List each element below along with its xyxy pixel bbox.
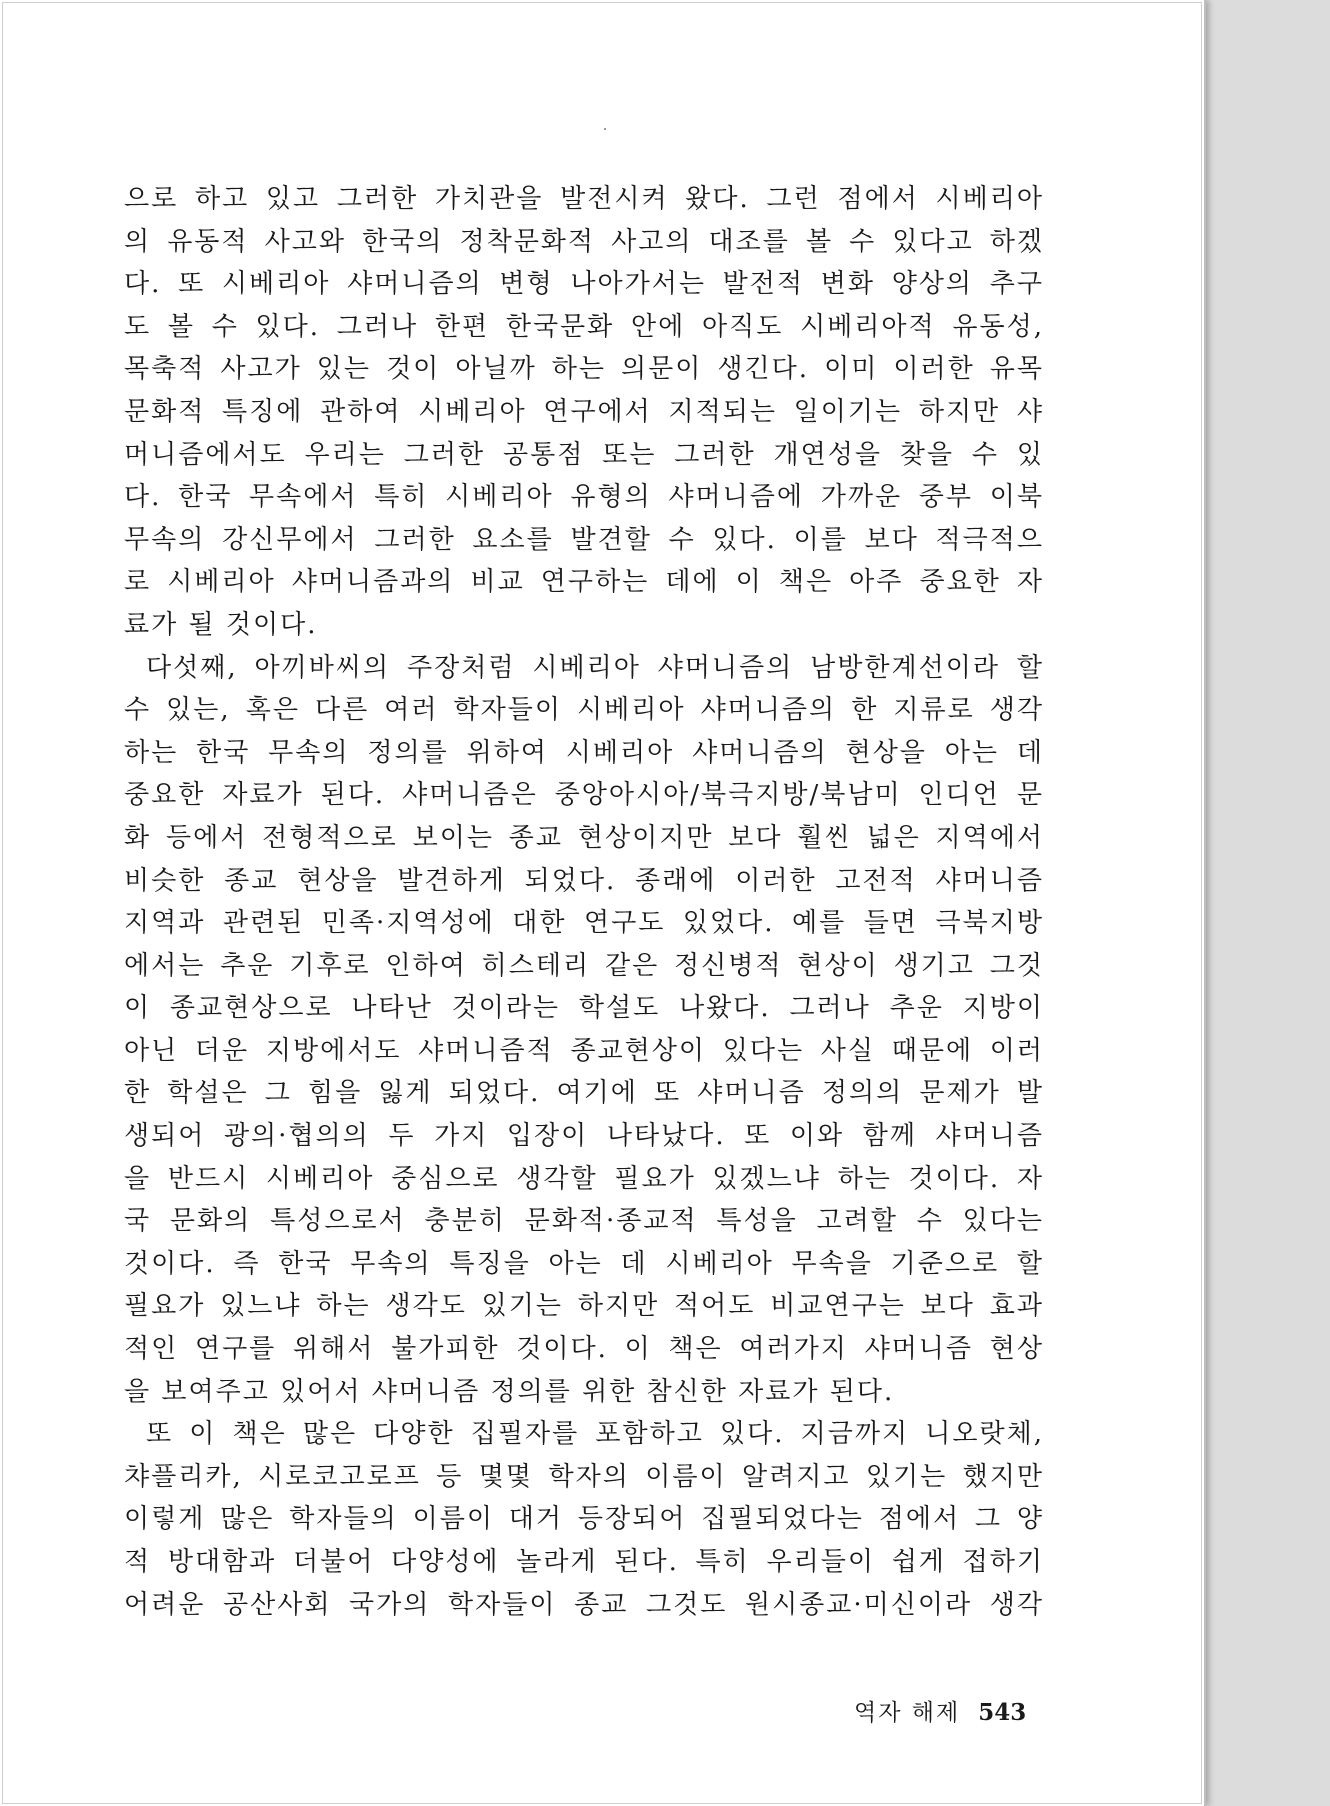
text-line: 챠플리카, 시로코고로프 등 몇몇 학자의 이름이 알려지고 있기는 했지만 — [124, 1461, 1044, 1492]
text-line: 을 반드시 시베리아 중심으로 생각할 필요가 있겠느냐 하는 것이다. 자 — [124, 1163, 1044, 1194]
text-line: 의 유동적 사고와 한국의 정착문화적 사고의 대조를 볼 수 있다고 하겠 — [124, 226, 1044, 257]
text-line: 문화적 특징에 관하여 시베리아 연구에서 지적되는 일이기는 하지만 샤 — [124, 396, 1044, 427]
text-line: 다. 또 시베리아 샤머니즘의 변형 나아가서는 발전적 변화 양상의 추구 — [124, 269, 1044, 300]
text-line: 하는 한국 무속의 정의를 위하여 시베리아 샤머니즘의 현상을 아는 데 — [124, 737, 1044, 768]
text-line: 국 문화의 특성으로서 충분히 문화적·종교적 특성을 고려할 수 있다는 — [124, 1206, 1044, 1237]
text-line: 다. 한국 무속에서 특히 시베리아 유형의 샤머니즘에 가까운 중부 이북 — [124, 482, 1044, 513]
text-line: 적 방대함과 더불어 다양성에 놀라게 된다. 특히 우리들이 쉽게 접하기 — [124, 1547, 1044, 1577]
text-line: 화 등에서 전형적으로 보이는 종교 현상이지만 보다 훨씬 넓은 지역에서 — [124, 822, 1044, 853]
text-line: 것이다. 즉 한국 무속의 특징을 아는 데 시베리아 무속을 기준으로 할 — [124, 1248, 1044, 1279]
page-number: 543 — [978, 1699, 1027, 1726]
body-text — [124, 178, 1044, 1626]
text-line: 에서는 추운 기후로 인하여 히스테리 같은 정신병적 현상이 생기고 그것 — [124, 950, 1044, 981]
text-line: 머니즘에서도 우리는 그러한 공통점 또는 그러한 개연성을 찾을 수 있 — [124, 439, 1044, 470]
text-line: 생되어 광의·협의의 두 가지 입장이 나타났다. 또 이와 함께 샤머니즘 — [124, 1121, 1044, 1152]
text-line: 어려운 공산사회 국가의 학자들이 종교 그것도 원시종교·미신이라 생각 — [124, 1589, 1044, 1620]
text-line: 이 종교현상으로 나타난 것이라는 학설도 나왔다. 그러나 추운 지방이 — [124, 993, 1044, 1024]
text-line: 중요한 자료가 된다. 샤머니즘은 중앙아시아/북극지방/북남미 인디언 문 — [124, 780, 1044, 811]
running-head: 역자 해제 — [854, 1700, 961, 1726]
text-line: 무속의 강신무에서 그러한 요소를 발견할 수 있다. 이를 보다 적극적으 — [124, 524, 1044, 555]
text-line: 비슷한 종교 현상을 발견하게 되었다. 종래에 이러한 고전적 샤머니즘 — [124, 865, 1044, 896]
text-line: 수 있는, 혹은 다른 여러 학자들이 시베리아 샤머니즘의 한 지류로 생각 — [124, 695, 1044, 726]
page-footer — [854, 1694, 1026, 1727]
text-line: 다섯째, 아끼바씨의 주장처럼 시베리아 샤머니즘의 남방한계선이라 할 — [146, 652, 1044, 683]
text-line: 아닌 더운 지방에서도 샤머니즘적 종교현상이 있다는 사실 때문에 이러 — [124, 1035, 1044, 1066]
text-line: 한 학설은 그 힘을 잃게 되었다. 여기에 또 샤머니즘 정의의 문제가 발 — [124, 1078, 1044, 1109]
text-line: 으로 하고 있고 그러한 가치관을 발전시켜 왔다. 그런 점에서 시베리아 — [124, 184, 1044, 214]
text-line: 지역과 관련된 민족·지역성에 대한 연구도 있었다. 예를 들면 극북지방 — [124, 908, 1044, 939]
scan-speck — [604, 128, 606, 130]
text-line: 료가 될 것이다. — [124, 609, 318, 640]
text-line: 목축적 사고가 있는 것이 아닐까 하는 의문이 생긴다. 이미 이러한 유목 — [124, 354, 1044, 385]
text-line: 도 볼 수 있다. 그러나 한편 한국문화 안에 아직도 시베리아적 유동성, — [124, 311, 1044, 342]
text-line: 로 시베리아 샤머니즘과의 비교 연구하는 데에 이 책은 아주 중요한 자 — [124, 567, 1044, 598]
text-line: 필요가 있느냐 하는 생각도 있기는 하지만 적어도 비교연구는 보다 효과 — [124, 1291, 1044, 1322]
text-line: 또 이 책은 많은 다양한 집필자를 포함하고 있다. 지금까지 니오랏체, — [146, 1419, 1044, 1450]
text-line: 을 보여주고 있어서 샤머니즘 정의를 위한 참신한 자료가 된다. — [124, 1376, 895, 1407]
text-line: 이렇게 많은 학자들의 이름이 대거 등장되어 집필되었다는 점에서 그 양 — [124, 1504, 1044, 1535]
text-line: 적인 연구를 위해서 불가피한 것이다. 이 책은 여러가지 샤머니즘 현상 — [124, 1334, 1044, 1365]
